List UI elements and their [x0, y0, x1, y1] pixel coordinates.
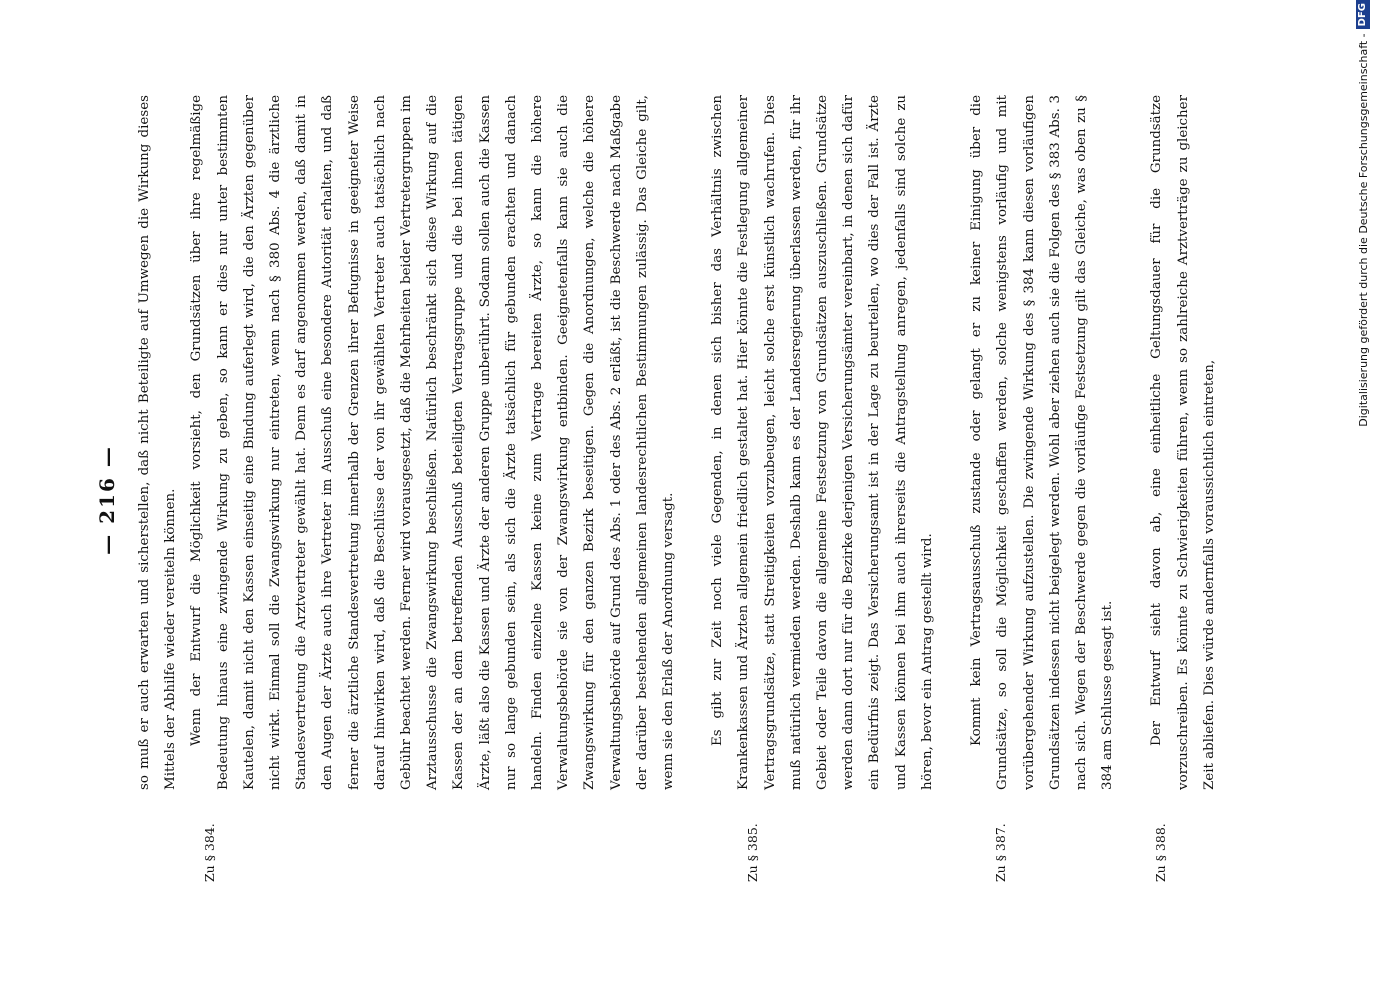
body-text: [132, 95, 1223, 790]
margin-note-385: Zu § 385.: [745, 823, 760, 882]
credit-text: Digitalisierung gefördert durch die Deutsche Forschungsgemeinschaft -: [1356, 33, 1370, 427]
dfg-logo: DFG: [1356, 0, 1370, 29]
margin-note-384: Zu § 384.: [202, 823, 217, 882]
digitization-credit: [1356, 0, 1370, 550]
page-header: — 216 —: [95, 445, 119, 555]
paragraph-387: Kommt kein Vertragsausschuß zustande oder gelangt er zu keiner Einigung über die Grundsätze, so soll die Möglichkeit geschaffen werden, solche wenigstens vorläufig und mit vorübergehender Wirkung aufzustellen. Die zwingende Wirkung des § 384 kann diesen vorläufigen Grundsätzen indessen nicht beigelegt werden. Wohl aber ziehen auch sie die Folgen des § 383 Abs. 3 nach sich. Wegen der Beschwerde gegen die vorläufige Festsetzung gilt das Gleiche, was oben zu § 384 am Schlusse gesagt ist.: [969, 95, 1116, 790]
paragraph-388: Der Entwurf sieht davon ab, eine einheitliche Geltungsdauer für die Grundsätze vorzuschreiben. Es könnte zu Schwierigkeiten führen, wenn so zahlreiche Arztverträge zu gleicher Zeit abliefen. Dies würde andernfalls voraussichtlich eintreten,: [1149, 95, 1217, 790]
paragraph-385: Es gibt zur Zeit noch viele Gegenden, in denen sich bisher das Verhältnis zwischen Krankenkassen und Ärzten allgemein friedlich gestaltet hat. Hier könnte die Festlegung allgemeiner Vertragsgrundsätze, statt Streitigkeiten vorzubeugen, leicht solche erst künstlich wachrufen. Dies muß natürlich vermieden werden. Deshalb kann es der Landesregierung überlassen werden, für ihr Gebiet oder Teile davon die allgemeine Festsetzung von Grundsätzen auszuschließen. Grundsätze werden dann dort nur für die Bezirke derjenigen Versicherungsämter vereinbart, in denen sich dafür ein Bedürfnis zeigt. Das Versicherungsamt ist in der Lage zu beurteilen, wo dies der Fall ist. Ärzte und Kassen können bei ihm auch ihrerseits die Antragstellung anregen, jedenfalls sind solche zu hören, bevor ein Antrag gestellt wird.: [710, 95, 935, 790]
margin-note-387: Zu § 387.: [993, 823, 1008, 882]
margin-note-388: Zu § 388.: [1153, 823, 1168, 882]
paragraph-intro: so muß er auch erwarten und sicherstellen, daß nicht Beteiligte auf Umwegen die Wirkung dieses Mittels der Abhilfe wieder vereiteln können.: [137, 95, 179, 790]
paragraph-384: Wenn der Entwurf die Möglichkeit vorsieht, den Grundsätzen über ihre regelmäßige Bedeutung hinaus eine zwingende Wirkung zu geben, so kann er dies nur unter bestimmten Kautelen, damit nicht den Kassen einseitig eine Bindung auferlegt wird, die den Ärzten gegenüber nicht wirkt. Einmal soll die Zwangswirkung nur eintreten, wenn nach § 380 Abs. 4 die ärztliche Standesvertretung die Arztvertreter gewählt hat. Denn es darf angenommen werden, daß damit in den Augen der Ärzte auch ihre Vertreter im Ausschuß eine besondere Autorität erhalten, und daß ferner die ärztliche Standesvertretung innerhalb der Grenzen ihrer Befugnisse in geeigneter Weise darauf hinwirken wird, daß die Beschlüsse der von ihr gewählten Vertreter auch tatsächlich nach Gebühr beachtet werden. Ferner wird vorausgesetzt, daß die Mehrheiten beider Vertretergruppen im Arztausschusse die Zwangswirkung beschließen. Natürlich beschränkt sich diese Wirkung auf die Kassen der an dem betreffenden Ausschuß beteiligten Vertragsgruppe und die bei ihnen tätigen Ärzte, läßt also die Kassen und Ärzte der anderen Gruppe unberührt. Sodann sollen auch die Kassen nur so lange gebunden sein, als sich die Ärzte tatsächlich für gebunden erachten und danach handeln. Finden einzelne Kassen keine zum Vertrage bereiten Ärzte, so kann die höhere Verwaltungsbehörde sie von der Zwangswirkung entbinden. Geeignetenfalls kann sie auch die Zwangswirkung für den ganzen Bezirk beseitigen. Gegen die Anordnungen, welche die höhere Verwaltungsbehörde auf Grund des Abs. 1 oder des Abs. 2 erläßt, ist die Beschwerde nach Maßgabe der darüber bestehenden allgemeinen landesrechtlichen Bestimmungen zulässig. Das Gleiche gilt, wenn sie den Erlaß der Anordnung versagt.: [189, 95, 677, 790]
